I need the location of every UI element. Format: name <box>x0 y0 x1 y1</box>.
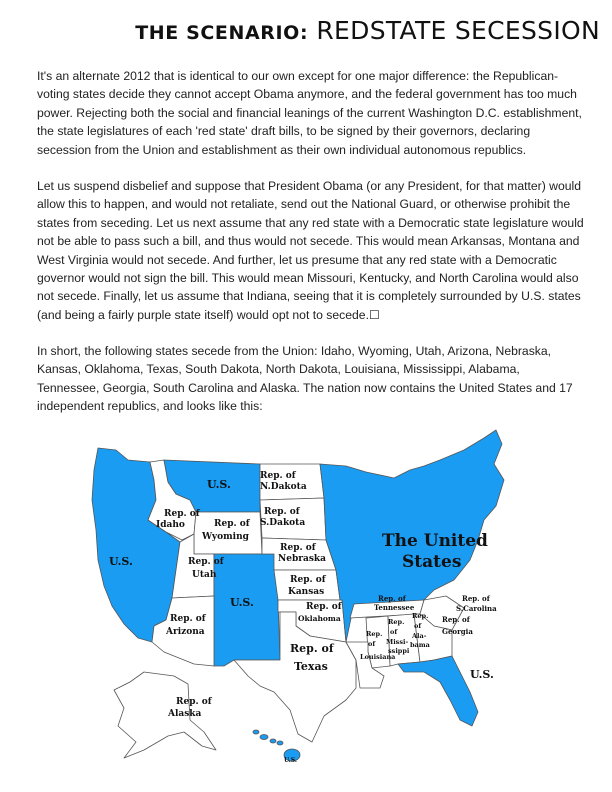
label-alabama-3: Ala- <box>412 632 427 640</box>
paragraph-1: It's an alternate 2012 that is identical to our own except for one major difference: the Republican-voting states decide they cannot accept Obama anymore, and the federal government has too much power. Rejecting both the social and financial leanings of the current Washington D.C. establishment, the state legislatures of each 'red state' draft bills, to be signed by their governors, declaring secession from the Union and establishment as their own individual autonomous republics. <box>37 69 582 157</box>
label-us-montana: U.S. <box>207 478 231 491</box>
label-louisiana-1: Rep. <box>366 630 383 638</box>
label-georgia-2: Georgia <box>442 627 473 636</box>
page-title <box>0 16 600 45</box>
region-us-florida <box>398 656 478 726</box>
map-svg <box>84 420 524 780</box>
title-part-1: THE SCENARIO: <box>135 22 309 44</box>
label-mississippi-1: Rep. <box>388 618 405 626</box>
label-sdakota-2: S.Dakota <box>260 518 306 528</box>
label-arizona-1: Rep. of <box>170 614 206 624</box>
label-nebraska-1: Rep. of <box>280 543 316 553</box>
label-us-florida: U.S. <box>470 668 494 681</box>
label-mississippi-3: Missi- <box>386 638 409 646</box>
label-nebraska-2: Nebraska <box>278 554 326 564</box>
label-alabama-1: Rep. <box>412 612 429 620</box>
title-part-2: REDSTATE SECESSION <box>316 16 600 45</box>
label-tennessee-1: Rep. of <box>378 594 406 603</box>
label-scarolina-2: S.Carolina <box>456 604 497 613</box>
label-texas-2: Texas <box>294 660 328 673</box>
label-sdakota-1: Rep. of <box>264 507 300 517</box>
label-alabama-4: bama <box>410 641 430 649</box>
label-united-states-line-1: The United <box>382 531 488 551</box>
label-kansas-2: Kansas <box>288 587 325 597</box>
label-arizona-2: Arizona <box>166 627 205 637</box>
label-kansas-1: Rep. of <box>290 575 326 585</box>
region-us-colorado <box>214 554 280 666</box>
label-us-hawaii: U.S. <box>284 757 297 764</box>
label-texas-1: Rep. of <box>290 642 334 655</box>
label-alabama-2: of <box>414 622 422 630</box>
label-us-colorado: U.S. <box>230 596 254 609</box>
label-utah-2: Utah <box>192 570 217 580</box>
label-mississippi-4: ssippi <box>388 647 410 655</box>
label-alaska-2: Alaska <box>168 709 202 719</box>
label-scarolina-1: Rep. of <box>462 594 490 603</box>
label-idaho-1: Rep. of <box>164 509 200 519</box>
label-alaska-1: Rep. of <box>176 697 212 707</box>
label-mississippi-2: of <box>390 628 398 636</box>
label-oklahoma-2: Oklahoma <box>298 614 341 623</box>
label-wyoming-2: Wyoming <box>202 532 249 542</box>
label-louisiana-2: of <box>368 640 376 648</box>
label-united-states-line-2: States <box>402 552 462 572</box>
label-wyoming-1: Rep. of <box>214 519 250 529</box>
label-idaho-2: Idaho <box>156 520 185 530</box>
label-ndakota-2: N.Dakota <box>260 482 307 492</box>
label-louisiana-3: Louisiana <box>360 653 396 661</box>
label-oklahoma-1: Rep. of <box>306 602 342 612</box>
label-ndakota-1: Rep. of <box>260 471 296 481</box>
label-tennessee-2: Tennessee <box>374 603 415 612</box>
paragraph-3: In short, the following states secede from the Union: Idaho, Wyoming, Utah, Arizona, Nebraska, Kansas, Oklahoma, Texas, South Dakota, North Dakota, Louisiana, Mississippi, Alabama, Tennessee, Georgia, South Carolina and Alaska. The nation now contains the United States and 17 independent republics, and looks like this: <box>37 344 573 414</box>
label-us-west: U.S. <box>109 555 133 568</box>
label-utah-1: Rep. of <box>188 557 224 567</box>
us-secession-map <box>84 420 524 780</box>
label-georgia-1: Rep. of <box>442 615 470 624</box>
paragraph-2: Let us suspend disbelief and suppose that President Obama (or any President, for that matter) would allow this to happen, and would not retaliate, send out the National Guard, or otherwise prohibit the states from seceding. Let us next assume that any red state with a Democratic state legislature would not be able to pass such a bill, and thus would not secede. This would mean Arkansas, Montana and West Virginia would not secede. And further, let us presume that any red state with a Democratic governor would not sign the bill. This would mean Missouri, Kentucky, and North Carolina would also not secede. Finally, let us assume that Indiana, seeing that it is completely surrounded by U.S. states (and being a fairly purple state itself) would opt not to secede.☐ <box>37 179 584 322</box>
